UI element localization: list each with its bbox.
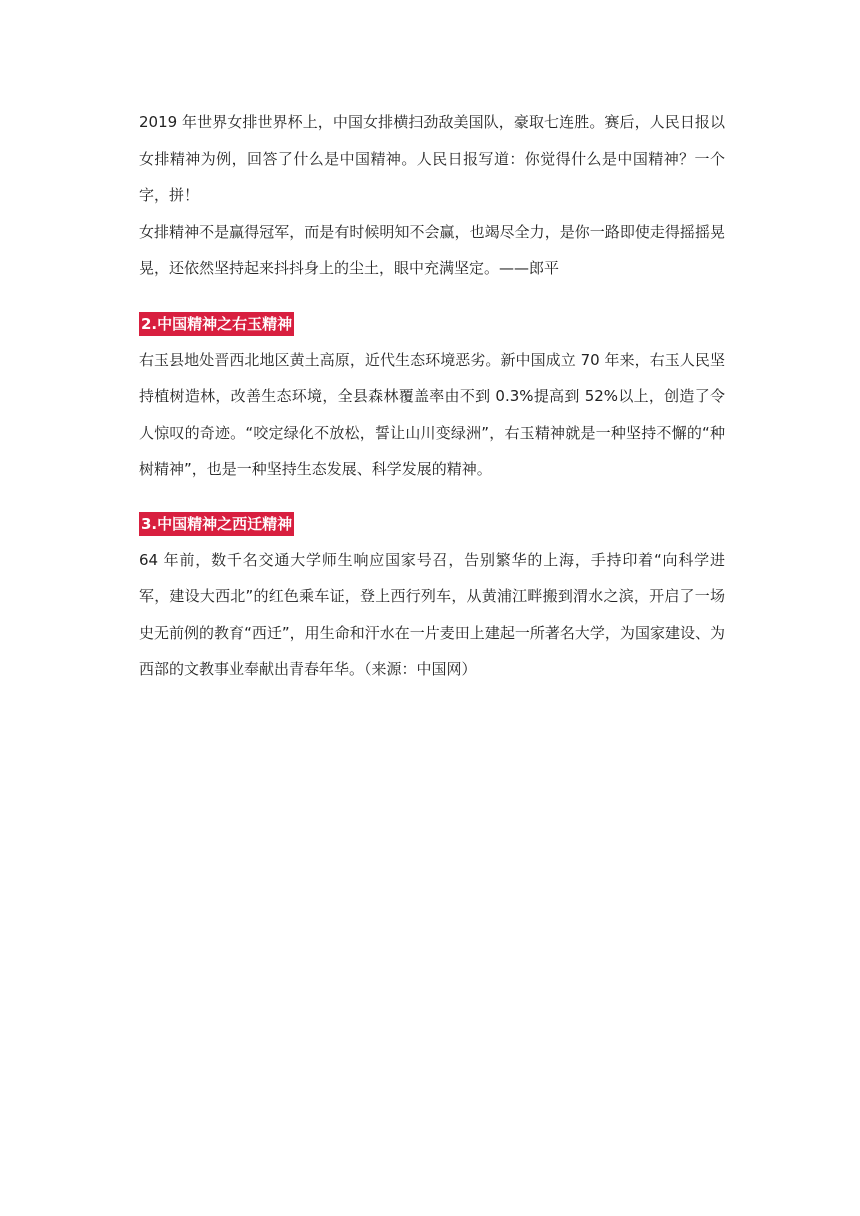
youyu-section-heading: 2.中国精神之右玉精神 [139, 312, 294, 336]
intro-section [139, 104, 725, 287]
youyu-heading-row [139, 310, 725, 338]
document-page [139, 104, 725, 688]
section-spacer [139, 488, 725, 510]
section-spacer [139, 287, 725, 310]
xiqian-heading-row [139, 510, 725, 538]
youyu-paragraph: 右玉县地处晋西北地区黄土高原，近代生态环境恶劣。新中国成立 70 年来，右玉人民坚持植树造林，改善生态环境，全县森林覆盖率由不到 0.3%提高到 52%以上，创造了令人惊叹的奇迹。“咬定绿化不放松，誓让山川变绿洲”，右玉精神就是一种坚持不懈的“种树精神”，也是一种坚持生态发展、科学发展的精神。 [139, 350, 725, 478]
intro-paragraph-1: 2019 年世界女排世界杯上，中国女排横扫劲敌美国队，豪取七连胜。赛后，人民日报以女排精神为例，回答了什么是中国精神。人民日报写道：你觉得什么是中国精神？一个字，拼！ [139, 113, 725, 204]
youyu-spirit-section [139, 310, 725, 488]
intro-paragraph-2: 女排精神不是赢得冠军，而是有时候明知不会赢，也竭尽全力，是你一路即使走得摇摇晃晃，还依然坚持起来抖抖身上的尘土，眼中充满坚定。——郎平 [139, 222, 725, 277]
xiqian-section-heading: 3.中国精神之西迁精神 [139, 512, 294, 536]
xiqian-paragraph: 64 年前，数千名交通大学师生响应国家号召，告别繁华的上海，手持印着“向科学进军，建设大西北”的红色乘车证，登上西行列车，从黄浦江畔搬到渭水之滨，开启了一场史无前例的教育“西迁”，用生命和汗水在一片麦田上建起一所著名大学，为国家建设、为西部的文教事业奉献出青春年华。（来源：中国网） [139, 550, 725, 678]
xiqian-spirit-section [139, 510, 725, 688]
